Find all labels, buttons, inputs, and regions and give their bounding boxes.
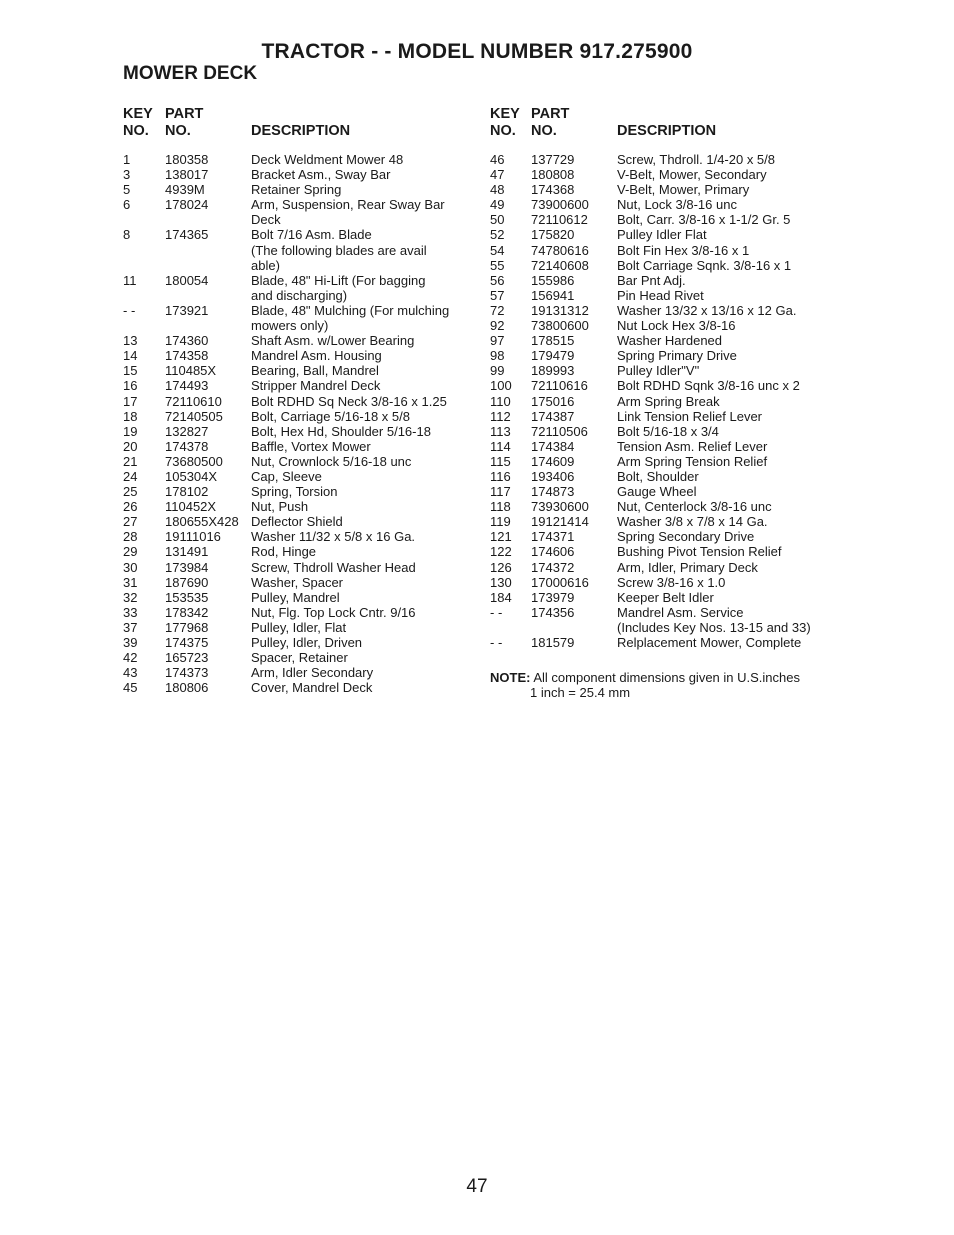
table-row — [490, 348, 811, 363]
key-number: - - — [123, 302, 136, 318]
table-row — [123, 680, 449, 695]
part-description: Retainer Spring — [251, 182, 342, 198]
part-description: Spring, Torsion — [251, 484, 338, 500]
part-description: Blade, 48" Mulching (For mulching — [251, 302, 450, 318]
part-description: Pulley Idler"V" — [617, 363, 700, 379]
part-description: Deck — [251, 212, 281, 228]
parts-list — [123, 152, 449, 695]
part-description: Bolt Fin Hex 3/8-16 x 1 — [617, 242, 750, 258]
part-no-header: NO. — [531, 123, 557, 139]
part-description: Link Tension Relief Lever — [617, 408, 763, 424]
parts-list — [490, 152, 811, 650]
key-number: 13 — [123, 333, 138, 349]
table-row — [490, 529, 811, 544]
table-row — [123, 333, 449, 348]
key-number: 46 — [490, 152, 505, 167]
part-description: Cap, Sleeve — [251, 468, 322, 484]
part-description: Bushing Pivot Tension Relief — [617, 544, 782, 560]
part-number: 174378 — [165, 438, 209, 454]
key-number: 118 — [490, 499, 511, 515]
part-description: Pulley, Idler, Driven — [251, 635, 363, 650]
table-row — [490, 484, 811, 499]
part-number: 174368 — [531, 182, 575, 198]
key-number: 50 — [490, 212, 505, 228]
key-number: 39 — [123, 635, 138, 650]
key-number: 48 — [490, 182, 505, 198]
key-number: 19 — [123, 423, 138, 439]
table-row — [490, 514, 811, 529]
key-number: 43 — [123, 665, 138, 681]
key-no-header: NO. — [490, 123, 516, 139]
table-row — [123, 182, 449, 197]
key-number: 114 — [490, 438, 511, 454]
part-number: 110485X — [165, 363, 217, 379]
part-description: V-Belt, Mower, Primary — [617, 182, 750, 198]
key-number: 119 — [490, 514, 511, 530]
part-description: Nut, Crownlock 5/16-18 unc — [251, 453, 412, 469]
part-number: 19121414 — [531, 514, 589, 530]
part-number: 132827 — [165, 423, 209, 439]
part-number: 177968 — [165, 619, 209, 635]
part-number: 72140608 — [531, 257, 589, 273]
part-description: Pin Head Rivet — [617, 287, 704, 303]
part-description: Arm, Suspension, Rear Sway Bar — [251, 197, 445, 213]
key-number: 8 — [123, 227, 131, 243]
table-row — [490, 243, 811, 258]
part-number: 174606 — [531, 544, 575, 560]
table-row — [490, 197, 811, 212]
part-description: Blade, 48" Hi-Lift (For bagging — [251, 272, 426, 288]
table-row — [490, 394, 811, 409]
table-row — [490, 575, 811, 590]
part-description: Mandrel Asm. Housing — [251, 348, 382, 364]
part-description: Shaft Asm. w/Lower Bearing — [251, 333, 415, 349]
key-number: 31 — [123, 574, 138, 590]
section-title: MOWER DECK — [123, 63, 258, 84]
part-number: 110452X — [165, 499, 217, 515]
description-header: DESCRIPTION — [251, 123, 351, 139]
key-number: 32 — [123, 589, 138, 605]
part-description: Deflector Shield — [251, 514, 343, 530]
part-description: Keeper Belt Idler — [617, 589, 714, 605]
table-row — [490, 182, 811, 197]
key-number: 33 — [123, 604, 138, 620]
part-number: 72110612 — [531, 212, 588, 228]
table-row — [490, 454, 811, 469]
part-number: 180806 — [165, 680, 209, 696]
part-description: (Includes Key Nos. 13-15 and 33) — [617, 619, 811, 635]
part-description: Bearing, Ball, Mandrel — [251, 363, 379, 379]
table-row — [490, 273, 811, 288]
table-row — [490, 258, 811, 273]
part-description: Nut, Push — [251, 499, 309, 515]
key-number: 11 — [123, 272, 137, 288]
part-number: 156941 — [531, 287, 575, 303]
part-description: Nut, Centerlock 3/8-16 unc — [617, 499, 772, 515]
table-row — [490, 439, 811, 454]
part-no-header: NO. — [165, 123, 191, 139]
part-description: Nut, Flg. Top Lock Cntr. 9/16 — [251, 604, 416, 620]
column-header — [490, 106, 811, 140]
part-description: Tension Asm. Relief Lever — [617, 438, 768, 454]
description-header: DESCRIPTION — [617, 123, 717, 139]
part-number: 180655X428 — [165, 514, 239, 530]
part-description: Bolt 7/16 Asm. Blade — [251, 227, 372, 243]
part-description: Stripper Mandrel Deck — [251, 378, 381, 394]
key-number: 30 — [123, 559, 138, 575]
key-number: 115 — [490, 453, 511, 469]
table-row — [123, 665, 449, 680]
part-description: Gauge Wheel — [617, 484, 697, 500]
table-row — [490, 544, 811, 559]
part-number: 175016 — [531, 393, 575, 409]
part-number: 178342 — [165, 604, 209, 620]
key-number: 113 — [490, 423, 511, 439]
part-description: Bolt Carriage Sqnk. 3/8-16 x 1 — [617, 257, 792, 273]
table-row — [123, 620, 449, 635]
part-number: 175820 — [531, 227, 575, 243]
key-number: 52 — [490, 227, 505, 243]
table-row — [490, 560, 811, 575]
part-number: 174384 — [531, 438, 575, 454]
part-description: Bolt, Carr. 3/8-16 x 1-1/2 Gr. 5 — [617, 212, 791, 228]
part-number: 73680500 — [165, 453, 223, 469]
part-description: Washer, Spacer — [251, 574, 344, 590]
key-number: 26 — [123, 499, 138, 515]
part-number: 181579 — [531, 635, 575, 650]
key-number: 45 — [123, 680, 138, 696]
part-description: Nut, Lock 3/8-16 unc — [617, 197, 737, 213]
key-number: 28 — [123, 529, 138, 545]
key-number: 20 — [123, 438, 138, 454]
part-number: 19131312 — [531, 302, 589, 318]
part-description: Arm, Idler Secondary — [251, 665, 374, 681]
part-description: Deck Weldment Mower 48 — [251, 152, 404, 167]
part-number: 173984 — [165, 559, 209, 575]
column-header — [123, 106, 449, 140]
part-number: 174360 — [165, 333, 209, 349]
part-number: 131491 — [165, 544, 209, 560]
table-row — [123, 394, 449, 409]
table-row — [490, 499, 811, 514]
part-number: 4939M — [165, 182, 205, 198]
table-row — [490, 288, 811, 303]
key-number: - - — [490, 604, 503, 620]
key-number: 99 — [490, 363, 505, 379]
part-description: Washer 11/32 x 5/8 x 16 Ga. — [251, 529, 416, 545]
table-row — [490, 469, 811, 484]
part-number: 138017 — [165, 167, 209, 183]
part-description: Bar Pnt Adj. — [617, 272, 686, 288]
part-header: PART — [165, 106, 204, 122]
table-row — [490, 605, 811, 635]
key-number: 121 — [490, 529, 512, 545]
part-description: Pulley, Idler, Flat — [251, 619, 347, 635]
part-number: 72110506 — [531, 423, 588, 439]
part-description: Screw, Thdroll. 1/4-20 x 5/8 — [617, 152, 776, 167]
part-description: Bolt RDHD Sqnk 3/8-16 unc x 2 — [617, 378, 800, 394]
part-number: 189993 — [531, 363, 575, 379]
part-description: Pulley Idler Flat — [617, 227, 707, 243]
part-description: Arm Spring Break — [617, 393, 720, 409]
part-description: Screw, Thdroll Washer Head — [251, 559, 416, 575]
part-number: 72110616 — [531, 378, 588, 394]
parts-column-left — [123, 106, 449, 695]
table-row — [123, 560, 449, 575]
table-row — [123, 650, 449, 665]
table-row — [123, 227, 449, 272]
note-text: All component dimensions given in U.S.inches — [530, 670, 800, 685]
part-number: 187690 — [165, 574, 209, 590]
table-row — [123, 484, 449, 499]
part-description: Screw 3/8-16 x 1.0 — [617, 574, 726, 590]
part-description: Bolt, Carriage 5/16-18 x 5/8 — [251, 408, 410, 424]
part-number: 174609 — [531, 453, 575, 469]
table-row — [490, 303, 811, 318]
table-row — [490, 424, 811, 439]
part-number: 153535 — [165, 589, 209, 605]
table-row — [490, 152, 811, 167]
key-number: 3 — [123, 167, 131, 183]
key-number: 97 — [490, 333, 505, 349]
table-row — [490, 590, 811, 605]
key-number: 37 — [123, 619, 138, 635]
key-number: 116 — [490, 468, 511, 484]
table-row — [123, 529, 449, 544]
table-row — [490, 318, 811, 333]
part-description: Rod, Hinge — [251, 544, 317, 560]
table-row — [490, 363, 811, 378]
part-number: 174373 — [165, 665, 209, 681]
table-row — [123, 303, 449, 333]
part-description: Arm, Idler, Primary Deck — [617, 559, 758, 575]
part-number: 179479 — [531, 348, 575, 364]
part-description: able) — [251, 257, 280, 273]
part-number: 174371 — [531, 529, 575, 545]
table-row — [123, 378, 449, 393]
table-row — [123, 590, 449, 605]
table-row — [123, 499, 449, 514]
part-description: Washer 13/32 x 13/16 x 12 Ga. — [617, 302, 797, 318]
key-number: 17 — [123, 393, 138, 409]
key-number: 18 — [123, 408, 138, 424]
note-label: NOTE: — [490, 670, 531, 685]
parts-column-right — [490, 106, 811, 650]
part-description: Washer Hardened — [617, 333, 723, 349]
part-description: Baffle, Vortex Mower — [251, 438, 371, 454]
part-number: 174375 — [165, 635, 209, 650]
part-number: 72140505 — [165, 408, 223, 424]
part-number: 174358 — [165, 348, 209, 364]
table-row — [123, 439, 449, 454]
part-number: 73900600 — [531, 197, 589, 213]
key-number: 14 — [123, 348, 138, 364]
key-number: 27 — [123, 514, 138, 530]
part-number: 72110610 — [165, 393, 222, 409]
key-number: 112 — [490, 408, 511, 424]
part-description: (The following blades are avail — [251, 242, 427, 258]
part-description: mowers only) — [251, 318, 329, 334]
part-number: 73930600 — [531, 499, 589, 515]
part-number: 180054 — [165, 272, 209, 288]
table-row — [490, 378, 811, 393]
table-row — [490, 167, 811, 182]
part-description: V-Belt, Mower, Secondary — [617, 167, 767, 183]
part-number: 137729 — [531, 152, 575, 167]
key-number: 110 — [490, 393, 511, 409]
part-description: Bolt 5/16-18 x 3/4 — [617, 423, 719, 439]
table-row — [123, 635, 449, 650]
table-row — [490, 227, 811, 242]
part-number: 180808 — [531, 167, 575, 183]
part-description: Washer 3/8 x 7/8 x 14 Ga. — [617, 514, 768, 530]
part-number: 193406 — [531, 468, 575, 484]
key-number: - - — [490, 635, 503, 650]
table-row — [123, 424, 449, 439]
table-row — [490, 212, 811, 227]
part-number: 105304X — [165, 468, 218, 484]
table-row — [123, 167, 449, 182]
table-row — [123, 348, 449, 363]
page-title: TRACTOR - - MODEL NUMBER 917.275900 — [261, 40, 693, 63]
key-number: 1 — [123, 152, 131, 167]
key-number: 16 — [123, 378, 138, 394]
part-description: Pulley, Mandrel — [251, 589, 340, 605]
key-header: KEY — [490, 106, 520, 122]
table-row — [123, 454, 449, 469]
part-description: Arm Spring Tension Relief — [617, 453, 768, 469]
key-number: 126 — [490, 559, 512, 575]
key-number: 42 — [123, 650, 138, 666]
table-row — [123, 363, 449, 378]
part-number: 174873 — [531, 484, 575, 500]
page-number: 47 — [466, 1176, 488, 1197]
key-number: 47 — [490, 167, 505, 183]
key-number: 184 — [490, 589, 512, 605]
part-number: 173979 — [531, 589, 575, 605]
part-number: 174356 — [531, 604, 575, 620]
part-number: 17000616 — [531, 574, 589, 590]
key-number: 15 — [123, 363, 138, 379]
part-number: 173921 — [165, 302, 209, 318]
part-number: 180358 — [165, 152, 209, 167]
key-number: 92 — [490, 318, 505, 334]
note-conversion: 1 inch = 25.4 mm — [530, 684, 631, 700]
table-row — [123, 409, 449, 424]
key-number: 21 — [123, 453, 138, 469]
key-number: 54 — [490, 242, 505, 258]
key-number: 100 — [490, 378, 512, 394]
dimensions-note — [490, 671, 800, 700]
part-number: 178024 — [165, 197, 209, 213]
part-description: Cover, Mandrel Deck — [251, 680, 373, 696]
key-header: KEY — [123, 106, 153, 122]
table-row — [123, 514, 449, 529]
part-header: PART — [531, 106, 570, 122]
table-row — [123, 544, 449, 559]
part-number: 74780616 — [531, 242, 589, 258]
part-number: 165723 — [165, 650, 209, 666]
key-number: 55 — [490, 257, 505, 273]
part-description: Bolt RDHD Sq Neck 3/8-16 x 1.25 — [251, 393, 447, 409]
key-number: 24 — [123, 468, 138, 484]
table-row — [490, 635, 811, 650]
table-row — [123, 152, 449, 167]
table-row — [123, 575, 449, 590]
part-description: Spring Primary Drive — [617, 348, 737, 364]
key-number: 5 — [123, 182, 131, 198]
table-row — [490, 333, 811, 348]
table-row — [123, 197, 449, 227]
key-number: 98 — [490, 348, 505, 364]
table-row — [490, 409, 811, 424]
part-number: 155986 — [531, 272, 575, 288]
table-row — [123, 469, 449, 484]
key-no-header: NO. — [123, 123, 149, 139]
part-number: 178102 — [165, 484, 209, 500]
part-description: Bolt, Shoulder — [617, 468, 699, 484]
part-description: Spring Secondary Drive — [617, 529, 755, 545]
part-description: Bracket Asm., Sway Bar — [251, 167, 391, 183]
part-description: Mandrel Asm. Service — [617, 604, 744, 620]
key-number: 57 — [490, 287, 505, 303]
key-number: 130 — [490, 574, 512, 590]
key-number: 56 — [490, 272, 505, 288]
part-number: 174372 — [531, 559, 575, 575]
key-number: 117 — [490, 484, 511, 500]
part-description: Nut Lock Hex 3/8-16 — [617, 318, 736, 334]
part-description: and discharging) — [251, 287, 348, 303]
table-row — [123, 605, 449, 620]
part-description: Spacer, Retainer — [251, 650, 348, 666]
key-number: 6 — [123, 197, 131, 213]
part-number: 174387 — [531, 408, 575, 424]
part-number: 19111016 — [165, 529, 221, 545]
key-number: 29 — [123, 544, 138, 560]
table-row — [123, 273, 449, 303]
key-number: 122 — [490, 544, 512, 560]
key-number: 49 — [490, 197, 505, 213]
part-description: Relplacement Mower, Complete — [617, 635, 802, 650]
part-number: 73800600 — [531, 318, 589, 334]
key-number: 72 — [490, 302, 505, 318]
part-number: 174365 — [165, 227, 209, 243]
key-number: 25 — [123, 484, 138, 500]
part-number: 178515 — [531, 333, 575, 349]
part-description: Bolt, Hex Hd, Shoulder 5/16-18 — [251, 423, 431, 439]
part-number: 174493 — [165, 378, 209, 394]
